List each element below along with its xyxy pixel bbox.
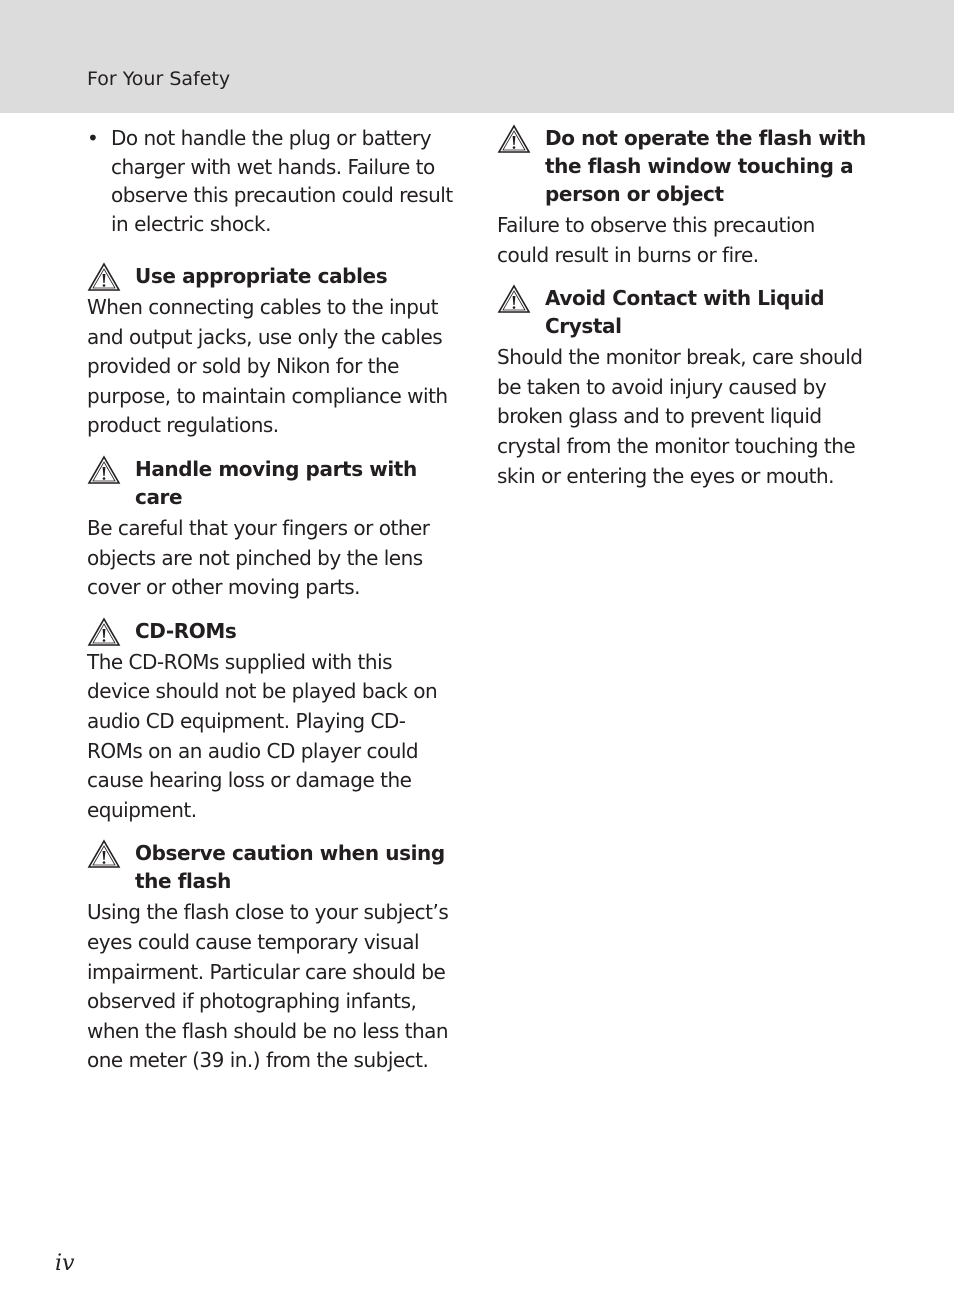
section-heading-text: Avoid Contact with Liquid Crystal [545, 286, 825, 339]
section-body: Failure to observe this precaution could result in burns or fire. [497, 213, 815, 267]
page-number: iv [55, 1251, 75, 1276]
section-heading-text: Do not operate the flash with the flash window touching a person or object [545, 126, 866, 206]
section-body: Using the flash close to your subject’s eyes could cause temporary visual impairment. Particular care should be observed if photographing infants, when the flash should be no less than one meter (39 in.) from the subject. [87, 900, 449, 1073]
section-title: For Your Safety [87, 68, 231, 90]
left-column [87, 124, 457, 1076]
section-cables [87, 262, 457, 441]
section-body: Be careful that your fingers or other objects are not pinched by the lens cover or other moving parts. [87, 515, 430, 600]
warning-triangle-icon [87, 455, 121, 485]
section-heading [497, 284, 872, 340]
section-flash-window [497, 124, 872, 270]
warning-triangle-icon [87, 262, 121, 292]
section-heading-text: Handle moving parts with care [135, 456, 417, 509]
warning-triangle-icon [497, 124, 531, 154]
section-heading [87, 839, 457, 895]
section-cd-roms [87, 617, 457, 826]
section-heading [87, 617, 457, 645]
bullet-item [87, 124, 457, 238]
section-heading-text: CD-ROMs [135, 618, 237, 643]
section-heading [87, 455, 457, 511]
section-body: The CD-ROMs supplied with this device should not be played back on audio CD equipment. Playing CD-ROMs on an audio CD player could cause hearing loss or damage the equipment. [87, 649, 438, 822]
warning-triangle-icon [87, 617, 121, 647]
section-flash-caution [87, 839, 457, 1076]
section-heading [497, 124, 872, 208]
section-body: Should the monitor break, care should be taken to avoid injury caused by broken glass and to prevent liquid crystal from the monitor touching the skin or entering the eyes or mouth. [497, 345, 863, 488]
warning-triangle-icon [87, 839, 121, 869]
section-heading-text: Observe caution when using the flash [135, 841, 445, 894]
page-header [0, 0, 954, 113]
section-body: When connecting cables to the input and output jacks, use only the cables provided or sold by Nikon for the purpose, to maintain compliance with product regulations. [87, 295, 448, 438]
section-heading [87, 262, 457, 290]
right-column [497, 124, 872, 491]
bullet-text: Do not handle the plug or battery charger with wet hands. Failure to observe this precaution could result in electric shock. [111, 126, 453, 236]
section-moving-parts [87, 455, 457, 603]
warning-triangle-icon [497, 284, 531, 314]
section-heading-text: Use appropriate cables [135, 264, 388, 288]
bullet-dot: • [87, 126, 99, 150]
section-liquid-crystal [497, 284, 872, 491]
